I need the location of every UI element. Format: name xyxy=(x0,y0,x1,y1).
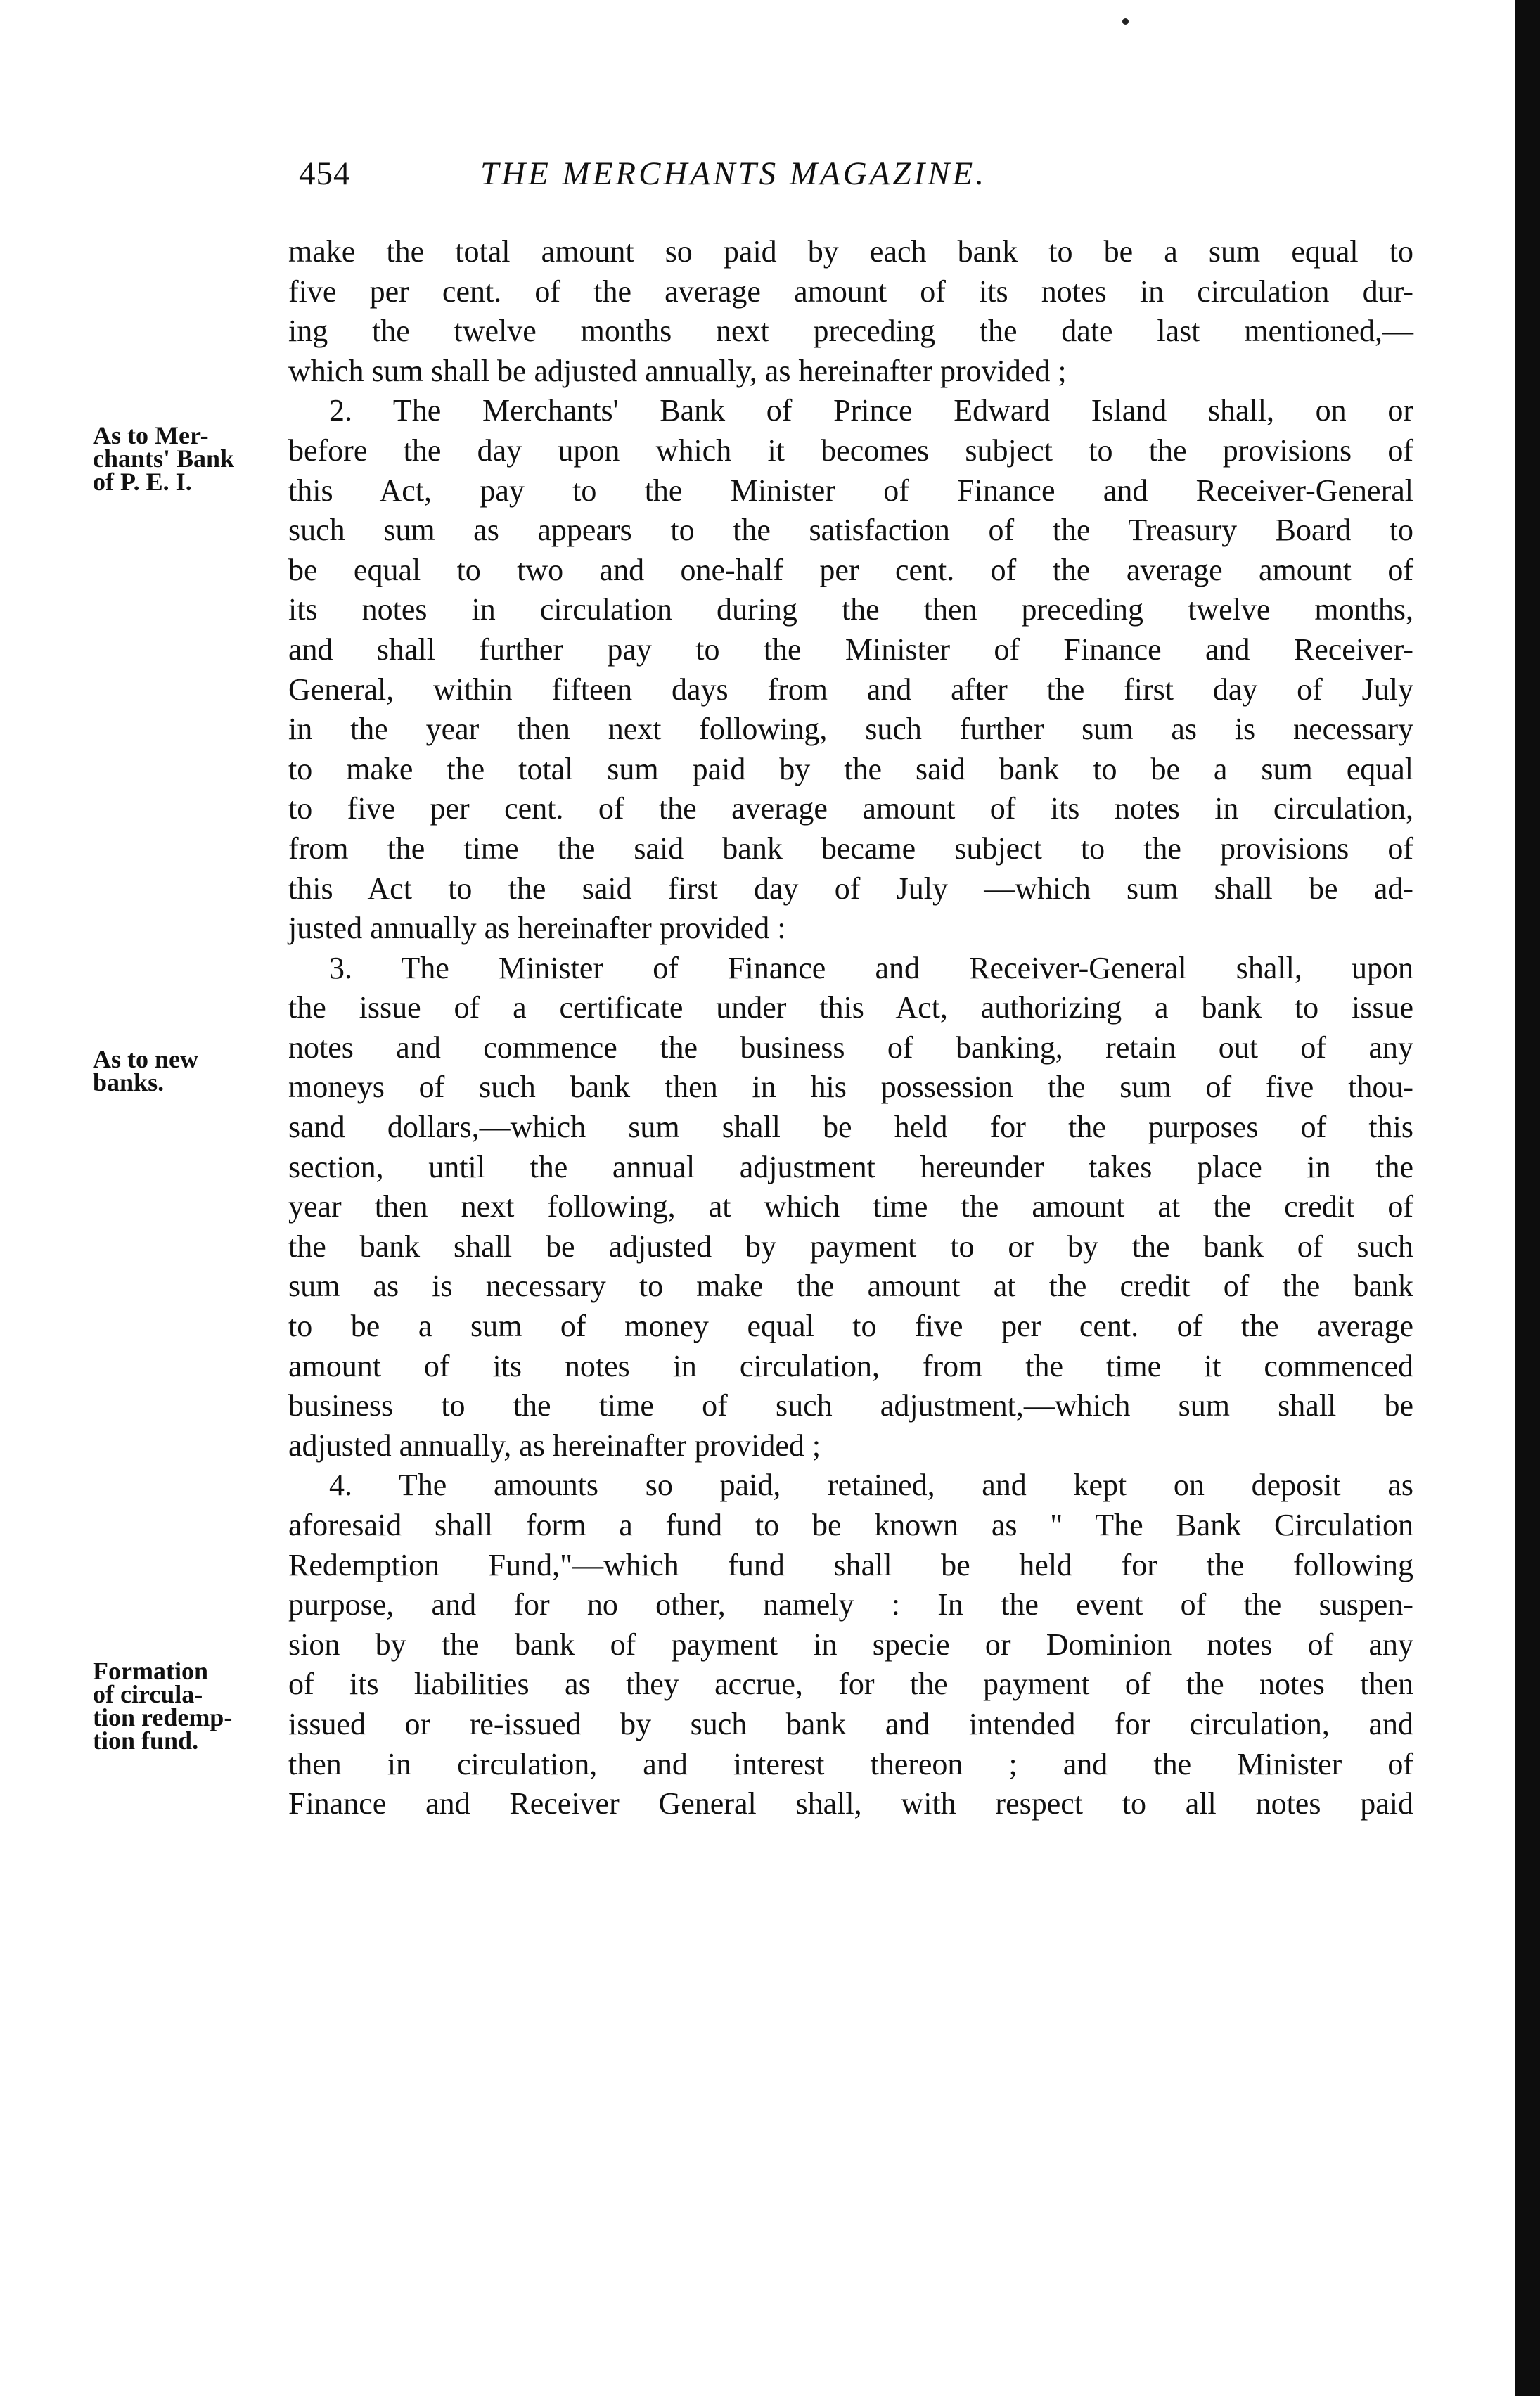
text-line: this Act to the said first day of July —which sum shall be ad- xyxy=(288,871,1413,906)
margin-note-redemption-fund xyxy=(93,1657,297,1755)
text-line: from the time the said bank became subject to the provisions of xyxy=(288,831,1413,866)
text-line: to be a sum of money equal to five per cent. of the average xyxy=(288,1309,1413,1344)
text-line: to make the total sum paid by the said bank to be a sum equal xyxy=(288,751,1413,786)
text-line: issued or re-issued by such bank and intended for circulation, and xyxy=(288,1706,1413,1741)
text-line: the bank shall be adjusted by payment to or by the bank of such xyxy=(288,1229,1413,1264)
text-line: amount of its notes in circulation, from the time it commenced xyxy=(288,1348,1413,1383)
text-line: which sum shall be adjusted annually, as hereinafter provided ; xyxy=(288,353,1067,388)
text-line: notes and commence the business of banking, retain out of any xyxy=(288,1030,1413,1065)
text-line: of its liabilities as they accrue, for the payment of the notes then xyxy=(288,1667,1413,1702)
text-line: aforesaid shall form a fund to be known as " The Bank Circulation xyxy=(288,1508,1413,1542)
text-line: its notes in circulation during the then preceding twelve months, xyxy=(288,592,1413,627)
text-line: Redemption Fund,"—which fund shall be held for the following xyxy=(288,1547,1413,1582)
margin-note-line: As to Mer- xyxy=(93,421,209,449)
text-line: business to the time of such adjustment,—which sum shall be xyxy=(288,1388,1413,1423)
text-line: this Act, pay to the Minister of Finance and Receiver-General xyxy=(288,473,1413,508)
text-line: before the day upon which it becomes subject to the provisions of xyxy=(288,433,1413,468)
text-line: sion by the bank of payment in specie or Dominion notes of any xyxy=(288,1627,1413,1662)
text-line: be equal to two and one-half per cent. of the average amount of xyxy=(288,552,1413,587)
section-3-first-line: 3. The Minister of Finance and Receiver-General shall, upon xyxy=(329,950,1413,985)
text-line: five per cent. of the average amount of its notes in circulation dur- xyxy=(288,274,1413,309)
page-edge-shadow xyxy=(1515,0,1540,2396)
text-line: section, until the annual adjustment hereunder takes place in the xyxy=(288,1149,1413,1184)
ink-speck xyxy=(1122,18,1129,25)
text-line: and shall further pay to the Minister of Finance and Receiver- xyxy=(288,632,1413,667)
text-line: General, within fifteen days from and after the first day of July xyxy=(288,672,1413,707)
body-text xyxy=(288,232,1413,1824)
text-line: make the total amount so paid by each bank to be a sum equal to xyxy=(288,234,1413,269)
section-4-first-line: 4. The amounts so paid, retained, and kept on deposit as xyxy=(329,1468,1413,1503)
page-header xyxy=(299,155,1424,211)
text-line: adjusted annually, as hereinafter provided ; xyxy=(288,1428,821,1463)
margin-note-line: tion fund. xyxy=(93,1726,199,1755)
margin-note-merchants-bank xyxy=(93,421,297,496)
text-line: to five per cent. of the average amount of its notes in circulation, xyxy=(288,791,1413,826)
text-line: in the year then next following, such further sum as is necessary xyxy=(288,712,1413,747)
margin-note-line: tion redemp- xyxy=(93,1703,233,1731)
text-line: ing the twelve months next preceding the date last mentioned,— xyxy=(288,314,1413,349)
text-line: justed annually as hereinafter provided : xyxy=(288,911,786,946)
margin-note-line: As to new xyxy=(93,1045,198,1073)
text-line: year then next following, at which time the amount at the credit of xyxy=(288,1189,1413,1224)
text-line: sand dollars,—which sum shall be held for the purposes of this xyxy=(288,1110,1413,1145)
text-line: moneys of such bank then in his possession the sum of five thou- xyxy=(288,1070,1413,1105)
margin-note-line: of circula- xyxy=(93,1680,203,1708)
margin-note-line: chants' Bank xyxy=(93,444,235,473)
text-line: sum as is necessary to make the amount at the credit of the bank xyxy=(288,1269,1413,1304)
page-number: 454 xyxy=(299,155,351,192)
running-title: THE MERCHANTS MAGAZINE. xyxy=(480,155,987,192)
text-line: purpose, and for no other, namely : In the event of the suspen- xyxy=(288,1587,1413,1622)
section-2-first-line: 2. The Merchants' Bank of Prince Edward Island shall, on or xyxy=(329,393,1413,428)
text-line: Finance and Receiver General shall, with respect to all notes paid xyxy=(288,1786,1413,1821)
margin-note-line: Formation xyxy=(93,1657,208,1685)
text-line: such sum as appears to the satisfaction of the Treasury Board to xyxy=(288,513,1413,548)
margin-note-line: banks. xyxy=(93,1068,165,1096)
text-line: the issue of a certificate under this Act, authorizing a bank to issue xyxy=(288,990,1413,1025)
text-line: then in circulation, and interest thereon ; and the Minister of xyxy=(288,1746,1413,1781)
margin-note-new-banks xyxy=(93,1045,297,1096)
margin-note-line: of P. E. I. xyxy=(93,468,192,496)
